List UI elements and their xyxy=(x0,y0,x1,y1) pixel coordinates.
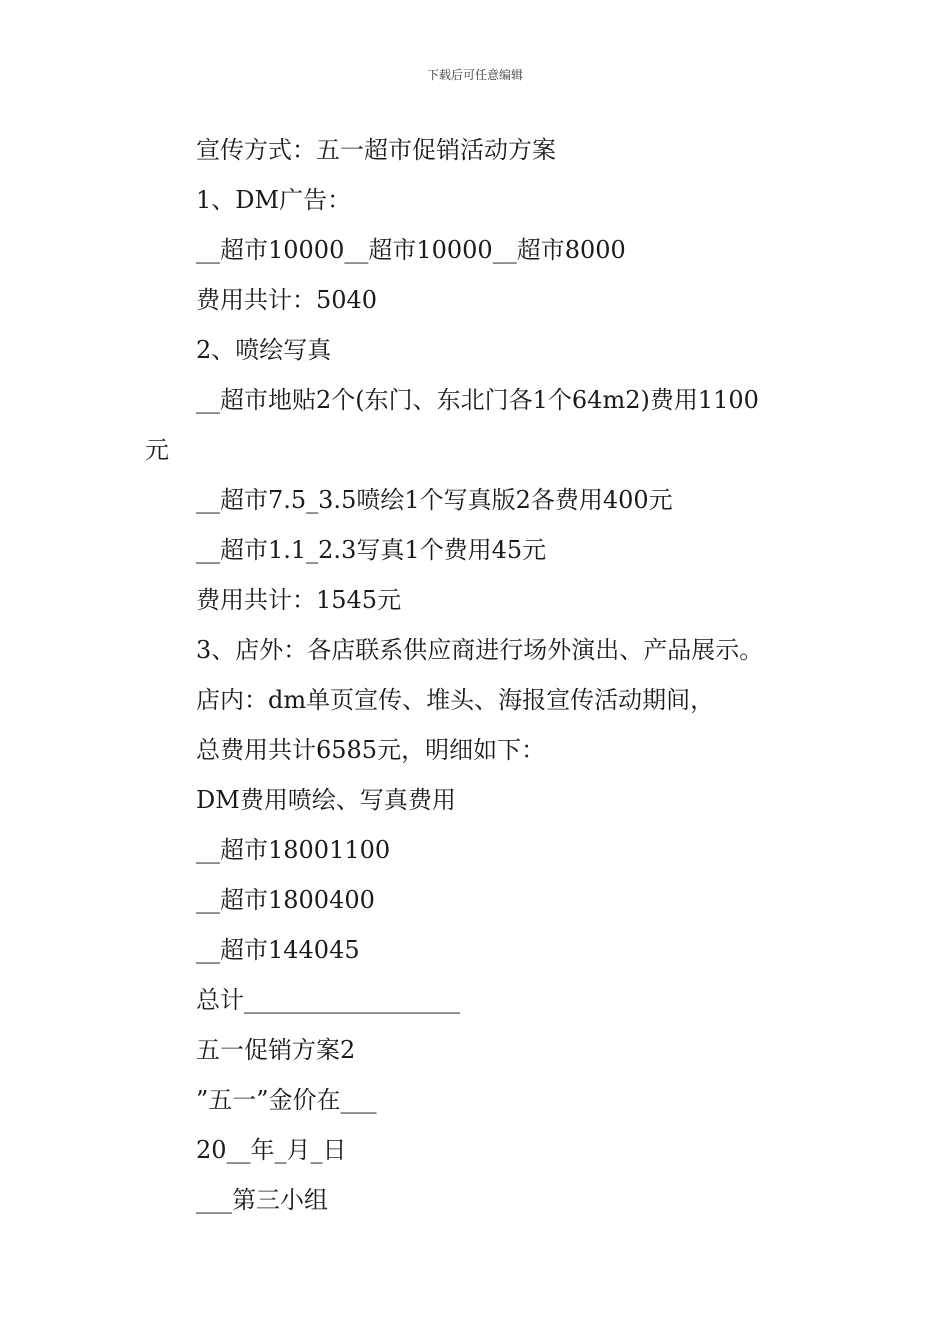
section-heading: 五一促销方案2 xyxy=(196,1036,356,1064)
paragraph-line: 1、DM广告： xyxy=(196,186,352,214)
paragraph-line: 3、店外：各店联系供应商进行场外演出、产品展示。 xyxy=(196,636,764,664)
paragraph-line: __超市10000__超市10000__超市8000 xyxy=(196,236,626,264)
date-line: 20__年_月_日 xyxy=(196,1136,347,1164)
paragraph-line: 总费用共计6585元，明细如下： xyxy=(196,736,546,764)
paragraph-line: __超市7.5_3.5喷绘1个写真版2各费用400元 xyxy=(196,486,673,514)
paragraph-line: __超市144045 xyxy=(196,936,360,964)
paragraph-line-continued: 元 xyxy=(145,436,169,464)
paragraph-line: __超市地贴2个(东门、东北门各1个64m2)费用1100 xyxy=(196,386,759,414)
paragraph-line: ”五一”金价在___ xyxy=(196,1086,377,1114)
paragraph-line: 费用共计：5040 xyxy=(196,286,378,314)
paragraph-line: DM费用喷绘、写真费用 xyxy=(196,786,456,814)
section-title: 宣传方式：五一超市促销活动方案 xyxy=(196,136,556,164)
paragraph-line: __超市18001100 xyxy=(196,836,391,864)
page-header-note: 下载后可任意编辑 xyxy=(426,68,523,82)
paragraph-line: 2、喷绘写真 xyxy=(196,336,332,364)
document-body xyxy=(145,125,825,1225)
paragraph-line: 费用共计：1545元 xyxy=(196,586,402,614)
paragraph-line: 总计__________________ xyxy=(196,986,460,1014)
paragraph-line: 店内：dm单页宣传、堆头、海报宣传活动期间， xyxy=(196,686,715,714)
paragraph-line: __超市1.1_2.3写真1个费用45元 xyxy=(196,536,547,564)
paragraph-line: __超市1800400 xyxy=(196,886,375,914)
signature-line: ___第三小组 xyxy=(196,1186,328,1214)
